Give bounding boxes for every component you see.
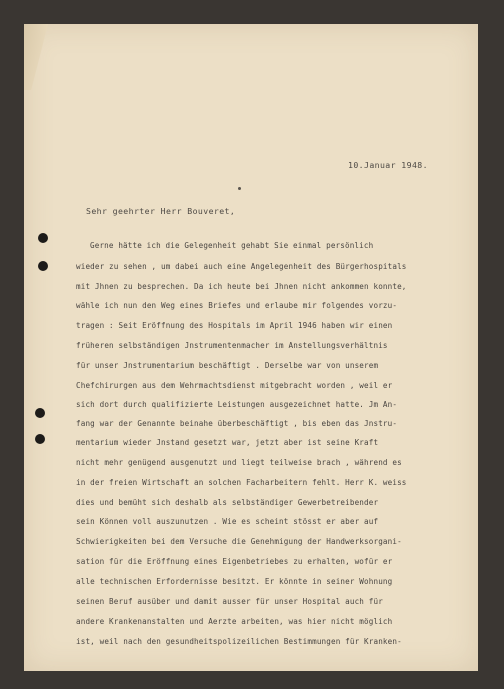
body-line: mit Jhnen zu besprechen. Da ich heute bei Jhnen nicht ankommen konnte, xyxy=(76,282,407,291)
body-line: seinen Beruf ausüber und damit ausser für unser Hospital auch für xyxy=(76,597,383,606)
body-line: fang war der Genannte beinahe überbeschäftigt , bis eben das Jnstru- xyxy=(76,419,398,428)
body-line: Chefchirurgen aus dem Wehrmachtsdienst mitgebracht worden , weil er xyxy=(76,381,393,390)
salutation: Sehr geehrter Herr Bouveret, xyxy=(86,206,236,216)
body-line: in der freien Wirtschaft an solchen Facharbeitern fehlt. Herr K. weiss xyxy=(76,478,407,487)
body-line: sation für die Eröffnung eines Eigenbetriebes zu erhalten, wofür er xyxy=(76,557,393,566)
body-line: wähle ich nun den Weg eines Briefes und erlaube mir folgendes vorzu- xyxy=(76,301,398,310)
punch-hole xyxy=(38,233,48,243)
body-line: ist, weil nach den gesundheitspolizeilichen Bestimmungen für Kranken- xyxy=(76,637,402,646)
letter-date: 10.Januar 1948. xyxy=(348,160,428,170)
body-line: sich dort durch qualifizierte Leistungen ausgezeichnet hatte. Jm An- xyxy=(76,400,398,409)
punch-hole xyxy=(35,408,45,418)
body-line: dies und bemüht sich deshalb als selbständiger Gewerbetreibender xyxy=(76,498,379,507)
body-line: für unser Jnstrumentarium beschäftigt . Derselbe war von unserem xyxy=(76,361,379,370)
body-line: sein Können voll auszunutzen . Wie es scheint stösst er aber auf xyxy=(76,517,379,526)
body-line: alle technischen Erfordernisse besitzt. Er könnte in seiner Wohnung xyxy=(76,577,393,586)
body-line: wieder zu sehen , um dabei auch eine Angelegenheit des Bürgerhospitals xyxy=(76,262,407,271)
punch-hole xyxy=(38,261,48,271)
body-line: früheren selbständigen Jnstrumentenmacher im Anstellungsverhältnis xyxy=(76,341,388,350)
body-line: Schwierigkeiten bei dem Versuche die Genehmigung der Handwerksorgani- xyxy=(76,537,402,546)
body-line: tragen : Seit Eröffnung des Hospitals im April 1946 haben wir einen xyxy=(76,321,393,330)
body-line: andere Krankenanstalten und Aerzte arbeiten, was hier nicht möglich xyxy=(76,617,393,626)
body-line: Gerne hätte ich die Gelegenheit gehabt Sie einmal persönlich xyxy=(90,241,374,250)
stray-mark xyxy=(238,187,241,190)
body-line: mentarium wieder Jnstand gesetzt war, jetzt aber ist seine Kraft xyxy=(76,438,379,447)
punch-hole xyxy=(35,434,45,444)
body-line: nicht mehr genügend ausgenutzt und liegt teilweise brach , während es xyxy=(76,458,402,467)
